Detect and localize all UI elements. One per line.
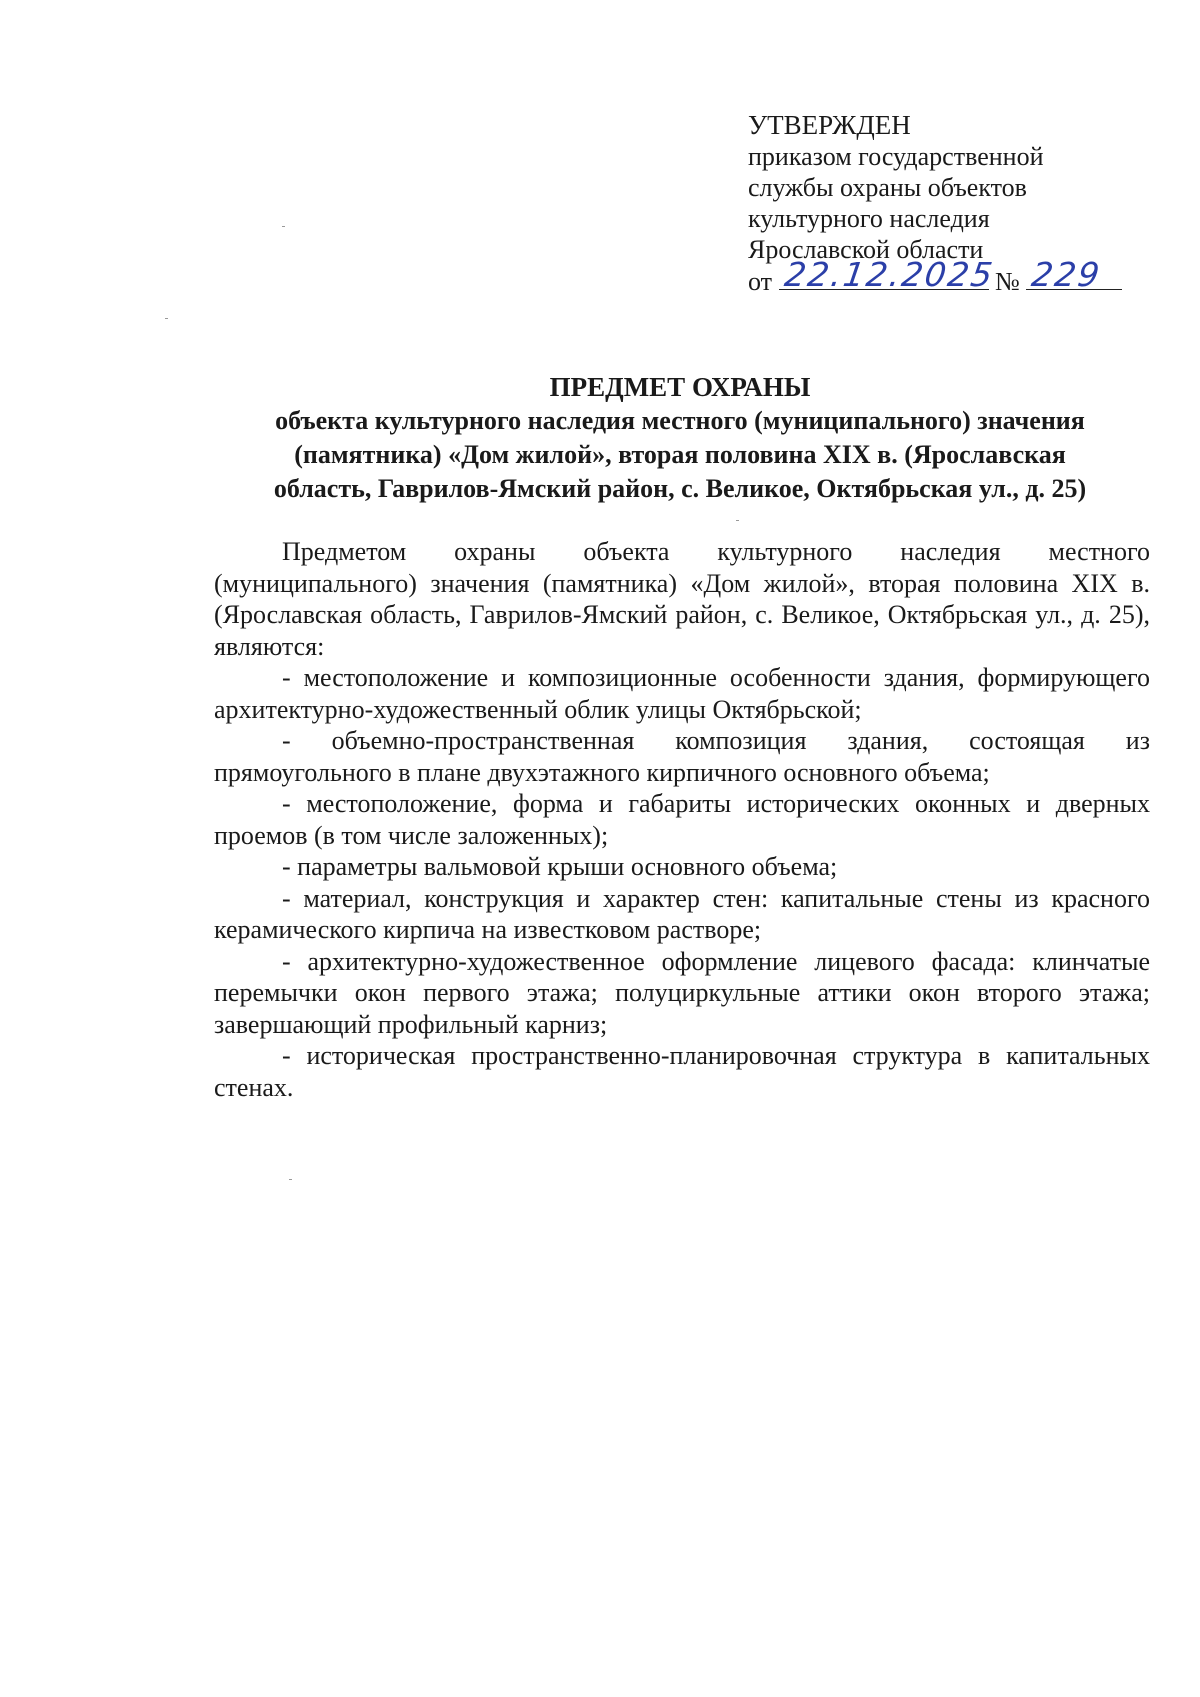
- approval-line-4: Ярославской области: [748, 235, 984, 264]
- approval-line-2: службы охраны объектов: [748, 173, 1027, 202]
- title-line-1: объекта культурного наследия местного (муниципального) значения: [275, 406, 1085, 435]
- handwritten-date: 22.12.2025: [781, 255, 997, 294]
- approval-line-3: культурного наследия: [748, 204, 990, 233]
- approval-heading: УТВЕРЖДЕН: [748, 110, 911, 140]
- approval-block: [748, 110, 1122, 297]
- document-title-block: [200, 370, 1160, 506]
- list-item: - местоположение, форма и габариты исторических оконных и дверных проемов (в том числе заложенных);: [214, 789, 1150, 850]
- scan-speck: [165, 318, 168, 319]
- list-item: - архитектурно-художественное оформление лицевого фасада: клинчатые перемычки окон первого этажа; полуциркульные аттики окон второго этажа; завершающий профильный карниз;: [214, 946, 1150, 1039]
- document-title: ПРЕДМЕТ ОХРАНЫ: [549, 372, 811, 402]
- approval-date-row: [748, 255, 1122, 297]
- scan-speck: [282, 226, 285, 227]
- date-field: [779, 255, 997, 294]
- title-line-3: область, Гаврилов-Ямский район, с. Великое, Октябрьская ул., д. 25): [273, 474, 1087, 503]
- document-body: [214, 536, 1150, 1103]
- list-item: - местоположение и композиционные особенности здания, формирующего архитектурно-художественный облик улицы Октябрьской;: [214, 663, 1150, 724]
- list-item: - объемно-пространственная композиция здания, состоящая из прямоугольного в плане двухэтажного кирпичного основного объема;: [214, 726, 1150, 787]
- number-field: [1026, 255, 1122, 294]
- title-line-2: (памятника) «Дом жилой», вторая половина XIX в. (Ярославская: [294, 440, 1066, 469]
- approval-line-1: приказом государственной: [748, 142, 1044, 171]
- number-prefix: №: [995, 267, 1020, 296]
- scan-speck: [289, 1179, 292, 1180]
- list-item: - параметры вальмовой крыши основного объема;: [282, 852, 838, 881]
- scan-speck: [736, 520, 739, 521]
- handwritten-number: 229: [1029, 255, 1105, 294]
- list-item: - материал, конструкция и характер стен: капитальные стены из красного керамического кирпича на известковом растворе;: [214, 883, 1150, 944]
- date-prefix: от: [748, 267, 773, 296]
- list-item: - историческая пространственно-планировочная структура в капитальных стенах.: [214, 1041, 1150, 1102]
- intro-paragraph: Предметом охраны объекта культурного наследия местного (муниципального) значения (памятника) «Дом жилой», вторая половина XIX в. (Ярославская область, Гаврилов-Ямский район, с. Великое, Октябрьская ул., д. 25), являются:: [214, 537, 1150, 661]
